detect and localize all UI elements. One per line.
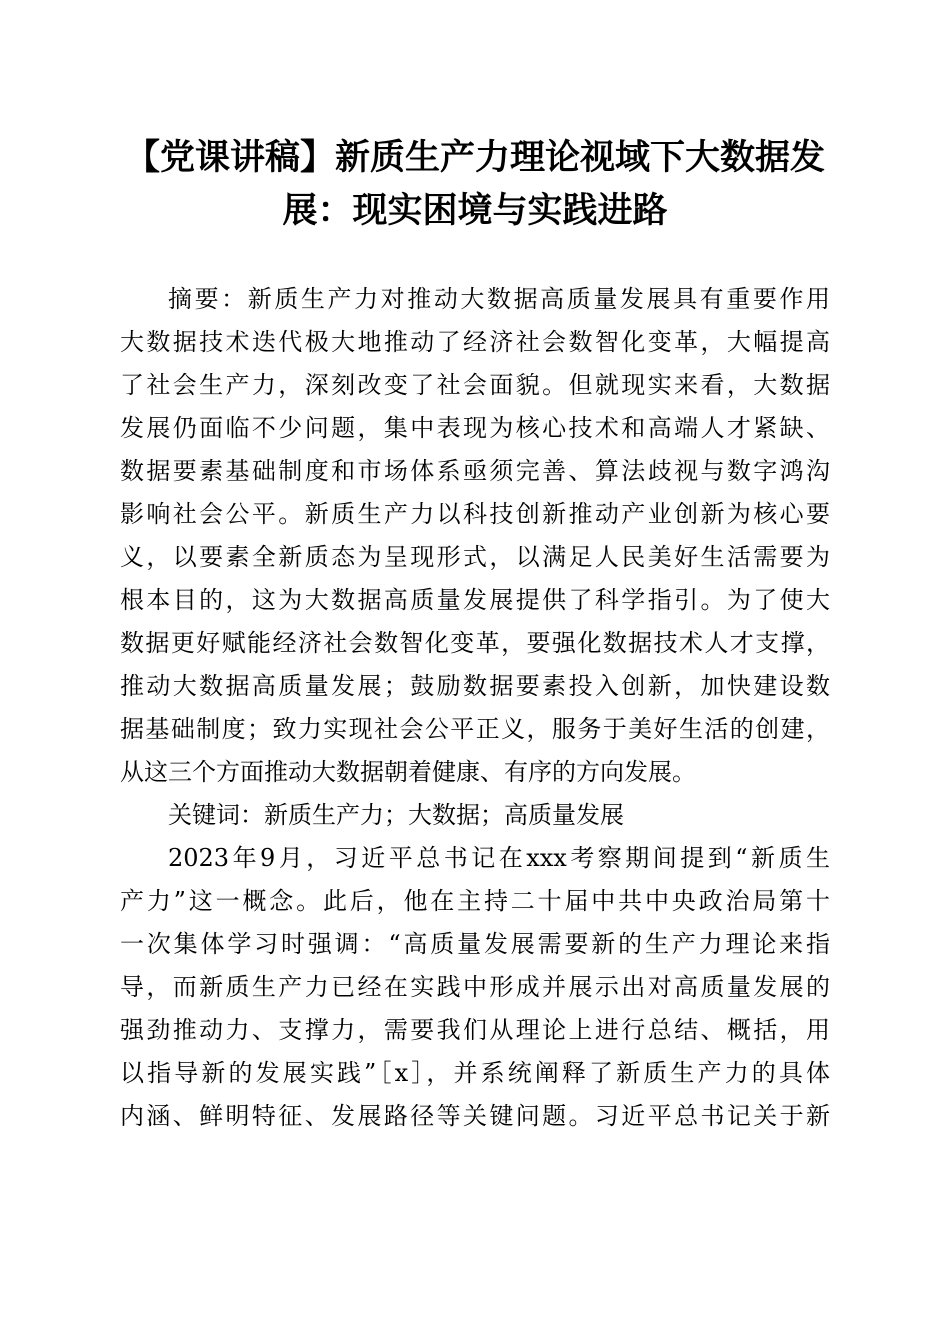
intro-line: 一次集体学习时强调：“高质量发展需要新的生产力理论来指: [120, 930, 830, 958]
intro-line: 导，而新质生产力已经在实践中形成并展示出对高质量发展的: [120, 973, 830, 1001]
keywords-line: 关键词：新质生产力；大数据；高质量发展: [168, 801, 624, 829]
intro-line: 2023年9月，习近平总书记在xxx考察期间提到“新质生: [168, 844, 830, 872]
keywords-paragraph: [120, 794, 830, 837]
abstract-line: 数据更好赋能经济社会数智化变革，要强化数据技术人才支撑，: [120, 629, 830, 657]
intro-line: 产力”这一概念。此后，他在主持二十届中共中央政治局第十: [120, 887, 830, 915]
intro-paragraph: [120, 837, 830, 1138]
document-body: [120, 278, 830, 1138]
abstract-line: 发展仍面临不少问题，集中表现为核心技术和高端人才紧缺、: [120, 414, 830, 442]
abstract-line: 从这三个方面推动大数据朝着健康、有序的方向发展。: [120, 758, 696, 786]
abstract-line: 推动大数据高质量发展；鼓励数据要素投入创新，加快建设数: [120, 672, 830, 700]
title-line-2: 展：现实困境与实践进路: [282, 191, 668, 231]
abstract-line: 根本目的，这为大数据高质量发展提供了科学指引。为了使大: [120, 586, 830, 614]
intro-line: 内涵、鲜明特征、发展路径等关键问题。习近平总书记关于新: [120, 1102, 830, 1130]
document-title: [110, 132, 840, 238]
abstract-line: 了社会生产力，深刻改变了社会面貌。但就现实来看，大数据: [120, 371, 830, 399]
abstract-line: 数据要素基础制度和市场体系亟须完善、算法歧视与数字鸿沟: [120, 457, 830, 485]
abstract-line: 影响社会公平。新质生产力以科技创新推动产业创新为核心要: [120, 500, 830, 528]
abstract-line: 据基础制度；致力实现社会公平正义，服务于美好生活的创建，: [120, 715, 830, 743]
title-line-1: 【党课讲稿】新质生产力理论视域下大数据发: [124, 138, 825, 178]
intro-line: 以指导新的发展实践”［x］，并系统阐释了新质生产力的具体: [120, 1059, 830, 1087]
abstract-line: 义，以要素全新质态为呈现形式，以满足人民美好生活需要为: [120, 543, 830, 571]
intro-line: 强劲推动力、支撑力，需要我们从理论上进行总结、概括，用: [120, 1016, 830, 1044]
abstract-paragraph: [120, 278, 830, 794]
abstract-line: 大数据技术迭代极大地推动了经济社会数智化变革，大幅提高: [120, 328, 830, 356]
abstract-line: 摘要：新质生产力对推动大数据高质量发展具有重要作用: [168, 285, 830, 313]
